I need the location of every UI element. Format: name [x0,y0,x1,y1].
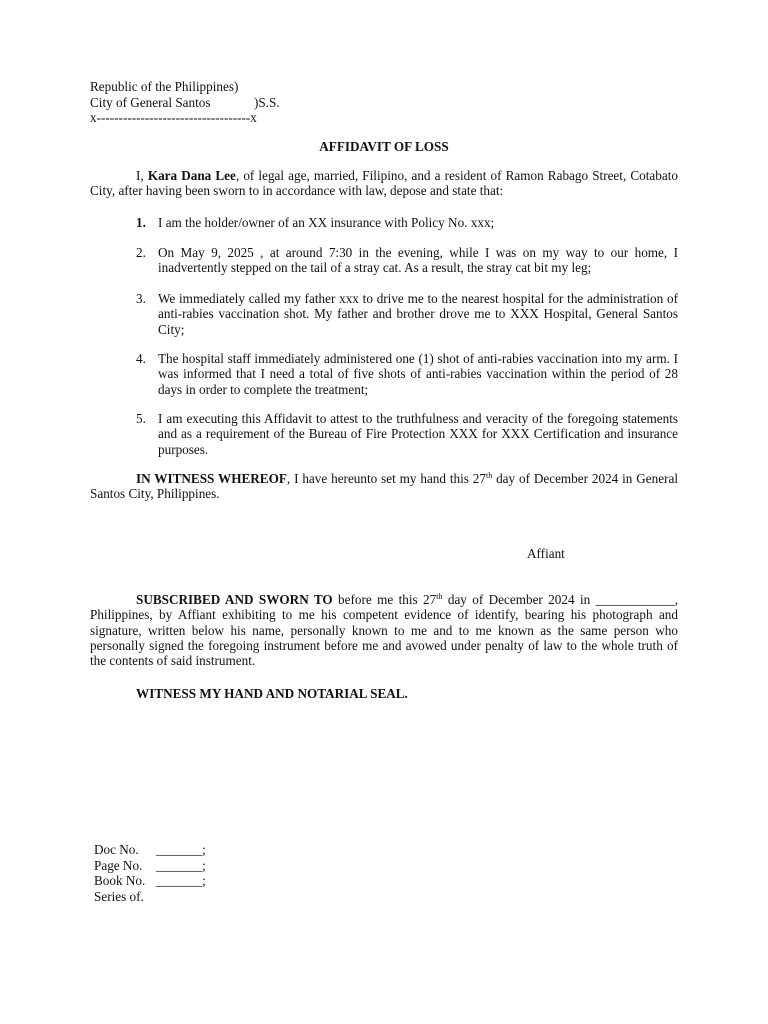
affiant-name: Kara Dana Lee [147,168,236,183]
witness-heading: IN WITNESS WHEREOF [136,471,287,486]
notary-blank: _______; [156,873,206,888]
venue-header [90,79,310,126]
witness-sup: th [485,471,493,480]
notary-label: Page No. [94,857,143,873]
notary-blank: _______; [156,857,206,873]
item-text: I am the holder/owner of an XX insurance with Policy No. xxx; [158,215,495,230]
witness-text-2: day of December 2024 in General Santos City, Philippines. [90,471,678,502]
item-number: 3. [136,291,146,306]
item-number: 2. [136,245,146,260]
intro-paragraph [90,168,678,199]
document-title: AFFIDAVIT OF LOSS [319,139,449,154]
intro-prefix: I, [136,168,148,183]
witness-text-1: , I have hereunto set my hand this 27 [286,471,486,486]
jurat-sup: th [436,592,443,601]
notary-row-doc [94,842,206,858]
notary-label: Doc No. [94,842,139,857]
notary-row-book [94,873,206,889]
venue-city: City of General Santos [90,94,211,110]
notary-label: Series of. [94,888,144,904]
notary-row-page [94,858,206,874]
affiant-label: Affiant [527,546,565,561]
item-number: 1. [136,215,146,230]
jurat-text-1: before me this 27 [332,592,437,607]
item-text: We immediately called my father xxx to drive me to the nearest hospital for the administration of anti-rabies vaccination shot. My father and brother drove me to XXX Hospital, General Santos City; [158,291,678,337]
intro-text: , of legal age, married, Filipino, and a resident of Ramon Rabago Street, Cotabato City, after having been sworn to in accordance with law, depose and state that: [90,168,678,199]
witness-paragraph [90,471,678,502]
item-text: The hospital staff immediately administered one (1) shot of anti-rabies vaccination into my arm. I was informed that I need a total of five shots of anti-rabies vaccination within the period of 28 days in order to complete the treatment; [158,351,678,397]
venue-city-row [90,95,310,111]
item-number: 5. [136,411,146,426]
venue-ss: )S.S. [254,94,280,110]
item-text: I am executing this Affidavit to attest to the truthfulness and veracity of the foregoing statements and as a requirement of the Bureau of Fire Protection XXX for XXX Certification and insurance purposes. [158,411,678,457]
item-number: 4. [136,351,146,366]
venue-separator: x-----------------------------------x [90,110,257,125]
item-text: On May 9, 2025 , at around 7:30 in the evening, while I was on my way to our home, I inadvertently stepped on the tail of a stray cat. As a result, the stray cat bit my leg; [158,245,678,276]
notary-record [94,842,206,904]
notary-label: Book No. [94,873,146,888]
jurat-text-2: day of December 2024 in ____________, Philippines, by Affiant exhibiting to me his competent evidence of identify, bearing his photograph and signature, written below his name, personally known to me and to me known as the same person who personally signed the foregoing instrument before me and avowed under penalty of law to the whole truth of the contents of said instrument. [90,592,679,669]
jurat-paragraph [90,592,678,668]
jurat-heading: SUBSCRIBED AND SWORN TO [136,592,333,607]
notary-row-series [94,889,206,905]
venue-country: Republic of the Philippines) [90,79,239,94]
notary-blank: _______; [156,842,206,857]
notarial-seal-line: WITNESS MY HAND AND NOTARIAL SEAL. [136,686,408,701]
